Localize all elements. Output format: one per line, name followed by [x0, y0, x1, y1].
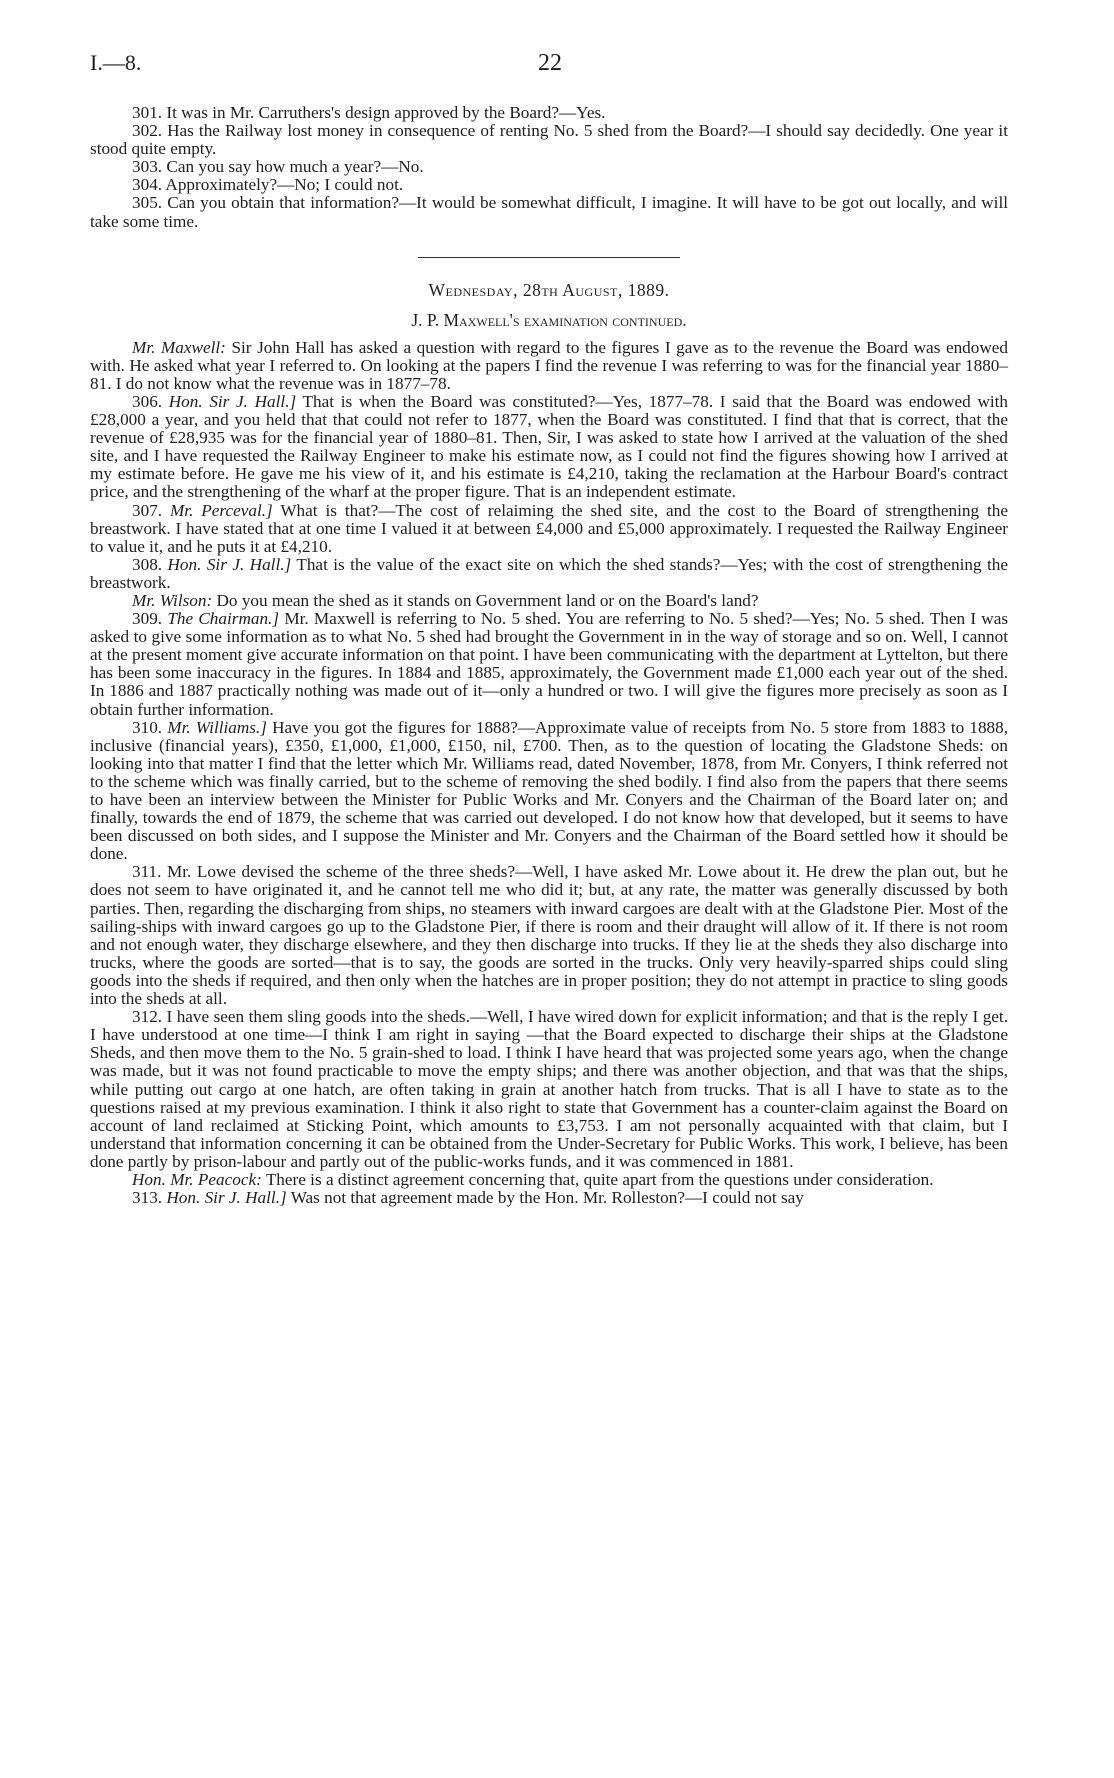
paragraph-text: Do you mean the shed as it stands on Government land or on the Board's land?: [216, 590, 759, 610]
evidence-paragraph: [90, 610, 1008, 719]
question-number: 308.: [132, 554, 163, 574]
paragraph-text: Mr. Lowe devised the scheme of the three sheds?—Well, I have asked Mr. Lowe about it. He drew the plan out, but he does not seem to have originated it, and he cannot tell me who did it; but, at any rate, the matter was generally discussed by both parties. Then, regarding the discharging from ships, no steamers with inward cargoes are dealt with at the Gladstone Pier. Most of the sailing-ships with inward cargoes go up to the Gladstone Pier, if there is room and their draught will allow of it. If there is not room and not enough water, they discharge elsewhere, and they then discharge into trucks. If they lie at the sheds they also discharge into trucks, where the goods are sorted—that is to say, the goods are sorted in the trucks. Only very heavily-sparred ships could sling goods into the sheds if required, and then only when the hatches are in proper position; they do not attempt in practice to sling goods into the sheds at all.: [90, 862, 1008, 1009]
evidence-paragraph: [90, 1008, 1008, 1171]
question-number: 313.: [132, 1188, 163, 1208]
section-divider: [418, 257, 680, 258]
speaker-name: Mr. Maxwell:: [132, 337, 226, 357]
speaker-name: Hon. Sir J. Hall.]: [168, 391, 297, 411]
paragraph-text: What is that?—The cost of relaiming the shed site, and the cost to the Board of strengthening the breastwork. I have stated that at one time I valued it at between £4,000 and £5,000 approximately. I requested the Railway Engineer to value it, and he puts it at £4,210.: [90, 500, 1008, 556]
question-number: 306.: [132, 391, 163, 411]
evidence-paragraph: [90, 556, 1008, 592]
evidence-paragraph: [90, 719, 1008, 864]
speaker-name: Hon. Sir J. Hall.]: [167, 554, 292, 574]
paragraph-text: There is a distinct agreement concerning that, quite apart from the questions under consideration.: [265, 1169, 934, 1189]
evidence-paragraph: [90, 1171, 1008, 1189]
page-number: 22: [538, 50, 562, 76]
paragraph-text: That is when the Board was constituted?—Yes, 1877–78. I said that the Board was endowed with £28,000 a year, and you held that that could not refer to 1877, when the Board was constituted. I find that that is correct, that the revenue of £28,935 was for the financial year of 1880–81. Then, Sir, I was asked to state how I arrived at the valuation of the shed site, and I have requested the Railway Engineer to make his estimate now, as I could not find the figures showing how I arrived at my estimate before. He gave me his view of it, and his estimate is £4,210, taking the reclamation at the Harbour Board's contract price, and the strengthening of the wharf at the proper figure. That is an independent estimate.: [90, 391, 1008, 502]
paragraph-text: I have seen them sling goods into the sheds.—Well, I have wired down for explicit information; and that is the reply I get. I have understood at one time—I think I am right in saying —that the Board expected to discharge their ships at the Gladstone Sheds, and then move them to the No. 5 grain-shed to load. I think I have heard that was projected some years ago, when the change was made, but it was not found practicable to move the empty ships; and there was another objection, and that was that the ships, while putting out cargo at one hatch, are often taking in grain at another hatch from trucks. That is all I have to state as to the questions raised at my previous examination. I think it also right to state that Government has a counter-claim against the Board on account of land reclaimed at Sticking Point, which amounts to £3,753. I am not personally acquainted with that claim, but I understand that information concerning it can be obtained from the Under-Secretary for Public Works. This work, I believe, has been done partly by prison-labour and partly out of the public-works funds, and it was commenced in 1881.: [90, 1007, 1009, 1171]
evidence-paragraph: [90, 158, 1008, 176]
speaker-name: Mr. Williams.]: [167, 717, 267, 737]
evidence-paragraph: [90, 592, 1008, 610]
paragraph-text: 303. Can you say how much a year?—No.: [132, 157, 424, 177]
question-number: 309.: [132, 609, 163, 629]
question-number: 311.: [132, 862, 162, 882]
paragraph-text: Have you got the figures for 1888?—Approximate value of receipts from No. 5 store from 1883 to 1888, inclusive (financial years), £350, £1,000, £1,000, £150, nil, £700. Then, as to the question of locating the Gladstone Sheds: on looking into that matter I find that the letter which Mr. Williams read, dated November, 1878, from Mr. Conyers, I think referred not to the scheme which was finally carried, but to the scheme of removing the shed bodily. I find also from the papers that there seems to have been an interview between the Minister for Public Works and Mr. Conyers and the Chairman of the Board later on; and finally, towards the end of 1879, the scheme that was carried out developed. I do not know how that developed, but it seems to have been discussed on both sides, and I suppose the Minister and Mr. Conyers and the Chairman of the Board settled how it should be done.: [90, 717, 1009, 864]
speaker-name: Mr. Perceval.]: [169, 500, 273, 520]
page-header: [90, 50, 1010, 84]
paragraph-text: Sir John Hall has asked a question with regard to the figures I gave as to the revenue the Board was endowed with. He asked what year I referred to. On looking at the papers I find the revenue I was referring to was for the financial year 1880–81. I do not know what the revenue was in 1877–78.: [90, 337, 1008, 393]
question-number: 312.: [132, 1007, 163, 1027]
evidence-paragraph: [90, 863, 1008, 1008]
paragraph-text: 302. Has the Railway lost money in consequence of renting No. 5 shed from the Board?—I should say decidedly. One year it stood quite empty.: [90, 121, 1008, 159]
speaker-name: Hon. Sir J. Hall.]: [166, 1188, 287, 1208]
evidence-paragraph: [90, 104, 1008, 122]
evidence-block-second: [90, 339, 1008, 1208]
paragraph-text: 304. Approximately?—No; I could not.: [132, 175, 404, 195]
question-number: 307.: [132, 500, 163, 520]
evidence-paragraph: [90, 502, 1008, 556]
speaker-name: Mr. Wilson:: [132, 590, 213, 610]
question-number: 310.: [132, 717, 163, 737]
evidence-paragraph: [90, 176, 1008, 194]
paragraph-text: Mr. Maxwell is referring to No. 5 shed. You are referring to No. 5 shed?—Yes; No. 5 shed. Then I was asked to give some information as to what No. 5 shed had brought the Government in in the way of storage and so on. Well, I cannot at the present moment give accurate information on that point. I have been communicating with the department at Lyttelton, but there has been some inaccuracy in the figures. In 1884 and 1885, approximately, the Government made £1,000 each year out of the shed. In 1886 and 1887 practically nothing was made out of it—only a hundred or two. I will give the figures more precisely as soon as I obtain further information.: [90, 609, 1009, 719]
evidence-paragraph: [90, 393, 1008, 502]
evidence-paragraph: [90, 1189, 1008, 1207]
evidence-paragraph: [90, 339, 1008, 393]
paragraph-text: 301. It was in Mr. Carruthers's design approved by the Board?—Yes.: [132, 103, 606, 122]
evidence-paragraph: [90, 122, 1008, 158]
evidence-paragraph: [90, 194, 1008, 230]
paragraph-text: 305. Can you obtain that information?—It would be somewhat difficult, I imagine. It will have to be got out locally, and will take some time.: [90, 193, 1008, 231]
speaker-name: The Chairman.]: [167, 609, 280, 629]
sitting-subtitle: J. P. Maxwell's examination continued.: [411, 309, 687, 330]
paragraph-text: Was not that agreement made by the Hon. Mr. Rolleston?—I could not say: [290, 1188, 804, 1208]
document-body: [90, 104, 1008, 1207]
paper-reference: I.—8.: [90, 50, 142, 75]
paragraph-text: That is the value of the exact site on which the shed stands?—Yes; with the cost of strengthening the breastwork.: [90, 554, 1009, 592]
sitting-date: Wednesday, 28th August, 1889.: [428, 279, 670, 300]
speaker-name: Hon. Mr. Peacock:: [132, 1169, 262, 1189]
evidence-block-first: [90, 104, 1008, 231]
